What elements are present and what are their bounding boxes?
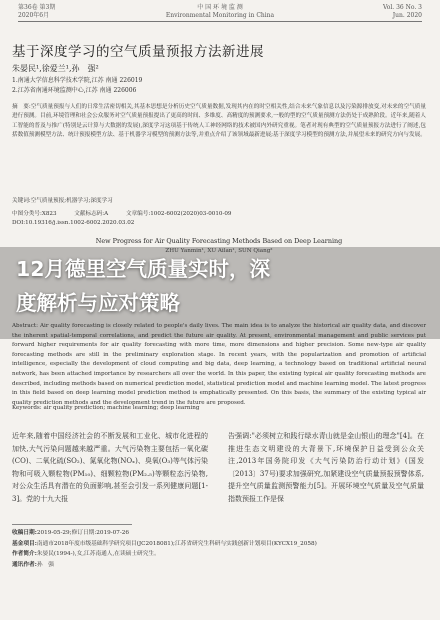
clc-number: 中图分类号:X823 (12, 211, 57, 217)
footnote-author (12, 549, 428, 560)
affiliations (12, 76, 142, 96)
footnotes (12, 528, 428, 570)
headline-line-1: 12月德里空气质量实时，深 (16, 257, 271, 281)
footnote-divider (12, 524, 132, 525)
doi: DOI:10.19316/j.issn.1002-6002.2020.03.02 (12, 220, 135, 226)
author-value: 朱晏民(1994-),女,江苏南通人,在读硕士研究生。 (36, 551, 160, 557)
header-volume-issue: 第36卷 第3期 (18, 4, 56, 11)
author-label: 作者简介: (12, 551, 37, 557)
chinese-keywords: 关键词:空气质量预报;机器学习;深度学习 (12, 198, 113, 204)
received-value: 2019-05-29;修订日期:2019-07-26 (36, 530, 130, 536)
header-journal (18, 4, 422, 20)
footnote-corresponding (12, 560, 428, 571)
paper-authors: 朱晏民¹,徐爱兰¹,孙 强² (12, 64, 99, 73)
article-number: 文章编号:1002-6002(2020)03-0010-09 (125, 211, 232, 217)
affiliation-2: 2.江苏省南通环境监测中心,江苏 南通 226006 (12, 87, 137, 94)
corresponding-value: 孙 强 (36, 561, 54, 568)
english-title: New Progress for Air Quality Forecasting Methods Based on Deep Learning (95, 237, 343, 245)
headline-line-2: 度解析与应对策略 (16, 291, 180, 315)
paper-title: 基于深度学习的空气质量预报方法新进展 (12, 44, 264, 60)
body-column-right: 告强调:"必须树立和践行绿水青山就是金山银山的理念"[4]。在推进生态文明建设的大背景下,环境保护日益受到公众关注,2013年国务院印发《大气污染防治行动计划》(国发〔2013〕37号)要求加强研究,加紧建设空气质量预报预警体系,提升空气质量监测预警能力[5]。开展环境空气质量及空气质量指数预报工作是保 (228, 432, 424, 503)
body-column-left: 近年来,随着中国经济社会的不断发展和工业化、城市化进程的加快,大气污染问题越来越严重。大气污染物主要包括一氧化碳(CO)、二氧化硫(SO₂)、氮氧化物(NOₓ)、臭氧(O₃)等气体污染物和可吸入颗粒物(PM₁₀)、细颗粒物(PM₂.₅)等颗粒态污染物,对公众生活具有潜在的负面影响,甚至会引发一系列健康问题[1-3]。党的十九大报 (12, 432, 208, 503)
header-vol-en: Vol. 36 No. 3 (382, 4, 422, 11)
headline-overlay (16, 252, 424, 320)
fund-value: 南通市2018年度市级基础科学研究项目(JC2018081);江苏省研究生科研与实践创新计划项目(KYCX19_2058) (36, 540, 317, 547)
english-authors: ZHU Yanmin¹, XU Ailan¹, SUN Qiang² (165, 248, 273, 254)
header-date: 2020年6月 (18, 12, 50, 19)
header-date-en: Jun. 2020 (392, 12, 422, 19)
header-divider (18, 21, 422, 22)
header-journal-cn: 中 国 环 境 监 测 (197, 4, 243, 11)
english-abstract: Abstract: Air quality forecasting is closely related to people's daily lives. The main idea is to analyze the historical air quality data, and discover the inherent spatial-temporal correlations, and predict the future air quality. At present, environmental management and public services put forward higher requirements for air quality forecasting with more time, more dimensions and higher precision. Some new-type air quality forecasting methods are still in the preliminary exploration stage. In recent years, with the popularization and promotion of artificial intelligence, especially the development of cloud computing and big data, deep learning, a technology based on traditional artificial neural network, has been attached importance by researchers all over the world. In this paper, the existing typical air quality forecasting methods are described, including methods based on numerical prediction model, statistical prediction model and machine learning model. The latest progress in this field based on deep learning model prediction method is emphatically presented. On this basis, the summary of the existing typical air quality prediction methods and the development trend in the future are proposed. (12, 323, 426, 406)
header-volume-en (383, 4, 422, 20)
chinese-abstract: 摘 要:空气质量预报与人们的日常生活密切相关,其基本思想是分析历史空气质量数据,发现其内在的时空相关性,结合未来气象信息以及污染源排放变,对未来的空气质量进行预测。目前,环境管理和社会公众服务对空气质量预报提出了更高的时间、多维度、高精度的预测要求,一般的型的空气质量预测方法仍处于成熟阶段。近年来,随着人工智能的普及与推广(特别是云计算与大数据的发展),深度学习这项基于传统人工神经网络的技术被国内外研究重视。笔者对现有典型的空气质量预报方法进行了阐述,包括数值预测模型方法、统计预报模型方法、基于机器学习模型的预测方法等,并重点介绍了该领域最新进展;基于深度学习模型的预测方法,并展望未来的研究方向与发展。 (12, 104, 426, 139)
affiliation-1: 1.南通大学信息科学技术学院,江苏 南通 226019 (12, 77, 143, 84)
fund-label: 基金项目: (12, 540, 37, 547)
corresponding-label: 通讯作者: (12, 561, 37, 568)
document-code: 文献标志码:A (74, 211, 109, 217)
article-identifiers (12, 210, 426, 228)
english-keywords: Keywords: air quality prediction; machine learning; deep learning (12, 405, 200, 411)
header-journal-en: Environmental Monitoring in China (165, 12, 275, 19)
footnote-fund (12, 539, 428, 550)
received-label: 收稿日期: (12, 530, 37, 536)
footnote-received (12, 528, 428, 539)
